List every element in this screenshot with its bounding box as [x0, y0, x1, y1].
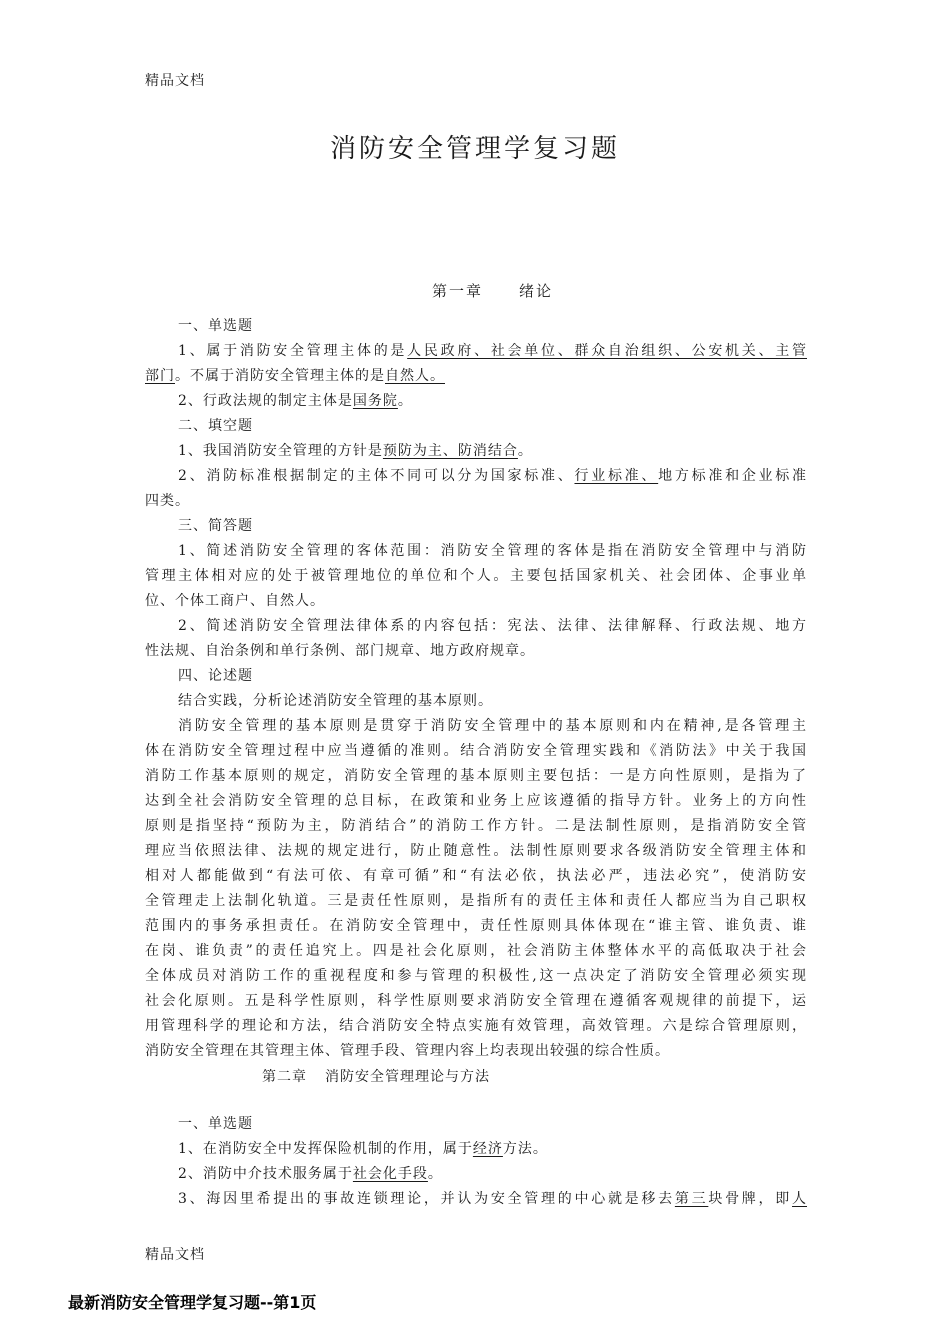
chapter-2-body — [145, 1112, 807, 1212]
chapter-2-number: 第二章 — [262, 1069, 307, 1085]
question-item-cont: 四类。 — [145, 493, 190, 509]
answer-line: 管理主体相对应的处于被管理地位的单位和个人。主要包括国家机关、社会团体、企事业单 — [145, 568, 807, 584]
section-heading: 一、单选题 — [178, 318, 253, 334]
answer-text: 自然人。 — [385, 368, 445, 384]
essay-line: 用管理科学的理论和方法，结合消防安全特点实施有效管理，高效管理。六是综合管理原则， — [145, 1018, 807, 1034]
section-heading: 三、简答题 — [178, 518, 253, 534]
essay-line: 全管理走上法制化轨道。三是责任性原则，是指所有的责任主体和责任人都应当为自己职权 — [145, 893, 807, 909]
document-title: 消防安全管理学复习题 — [329, 134, 620, 164]
essay-line: 体在消防安全管理过程中应当遵循的准则。结合消防安全管理实践和《消防法》中关于我国 — [145, 743, 807, 759]
answer-text: 经济 — [472, 1141, 503, 1157]
essay-line: 达到全社会消防安全管理的总目标，在政策和业务上应该遵循的指导方针。业务上的方向性 — [145, 793, 807, 809]
chapter-1-heading — [432, 280, 553, 301]
section-heading: 二、填空题 — [178, 418, 253, 434]
question-item: 1、我国消防安全管理的方针是预防为主、防消结合。 — [178, 443, 533, 459]
essay-line: 消防安全管理的基本原则是贯穿于消防安全管理中的基本原则和内在精神,是各管理主 — [178, 718, 807, 734]
essay-line: 范围内的事务承担责任。在消防安全管理中，责任性原则具体体现在“谁主管、谁负责、谁 — [145, 918, 807, 934]
answer-line: 1、简述消防安全管理的客体范围：消防安全管理的客体是指在消防安全管理中与消防 — [178, 543, 807, 559]
answer-text: 部门 — [145, 368, 175, 384]
chapter-1-name: 绪论 — [519, 282, 554, 300]
essay-question: 结合实践，分析论述消防安全管理的基本原则。 — [178, 693, 493, 709]
chapter-2-name: 消防安全管理理论与方法 — [325, 1069, 490, 1085]
chapter-2-heading — [262, 1066, 490, 1086]
question-item-cont: 部门。不属于消防安全管理主体的是自然人。 — [145, 368, 445, 384]
question-item: 3、海因里希提出的事故连锁理论，并认为安全管理的中心就是移去第三块骨牌，即人 — [178, 1191, 808, 1207]
essay-line: 在岗、谁负责”的责任追究上。四是社会化原则，社会消防主体整体水平的高低取决于社会 — [145, 943, 807, 959]
footer-label: 精品文档 — [145, 1247, 205, 1263]
essay-line: 相对人都能做到“有法可依、有章可循”和“有法必依，执法必严，违法必究”，使消防安 — [145, 868, 807, 884]
answer-text: 行业标准、 — [574, 468, 659, 484]
essay-line: 消防安全管理在其管理主体、管理手段、管理内容上均表现出较强的综合性质。 — [145, 1043, 670, 1059]
chapter-1-number: 第一章 — [432, 282, 484, 300]
chapter-1-body — [145, 314, 807, 1064]
answer-line: 性法规、自治条例和单行条例、部门规章、地方政府规章。 — [145, 643, 535, 659]
answer-text: 预防为主、防消结合 — [382, 443, 518, 459]
essay-line: 消防工作基本原则的规定，消防安全管理的基本原则主要包括：一是方向性原则，是指为了 — [145, 768, 807, 784]
answer-line: 2、简述消防安全管理法律体系的内容包括：宪法、法律、法律解释、行政法规、地方 — [178, 618, 807, 634]
essay-line: 社会化原则。五是科学性原则，科学性原则要求消防安全管理在遵循客观规律的前提下，运 — [145, 993, 807, 1009]
question-item: 2、消防中介技术服务属于社会化手段。 — [178, 1166, 443, 1182]
header-label: 精品文档 — [145, 73, 205, 89]
answer-line: 位、个体工商户、自然人。 — [145, 593, 325, 609]
question-item: 2、行政法规的制定主体是国务院。 — [178, 393, 413, 409]
answer-text: 社会化手段 — [352, 1166, 428, 1182]
answer-text: 第三 — [674, 1191, 709, 1207]
answer-text: 人 — [792, 1191, 808, 1207]
essay-line: 理应当依照法律、法规的规定进行，防止随意性。法制性原则要求各级消防安全管理主体和 — [145, 843, 807, 859]
page-footer: 最新消防安全管理学复习题--第1页 — [68, 1293, 317, 1312]
question-item: 1、在消防安全中发挥保险机制的作用，属于经济方法。 — [178, 1141, 548, 1157]
question-item: 1、属于消防安全管理主体的是人民政府、社会单位、群众自治组织、公安机关、主管 — [178, 343, 807, 359]
answer-text: 人民政府、社会单位、群众自治组织、公安机关、主管 — [407, 343, 807, 359]
section-heading: 一、单选题 — [178, 1116, 253, 1132]
answer-text: 国务院 — [352, 393, 398, 409]
question-item: 2、消防标准根据制定的主体不同可以分为国家标准、行业标准、地方标准和企业标准 — [178, 468, 808, 484]
essay-line: 全体成员对消防工作的重视程度和参与管理的积极性,这一点决定了消防安全管理必须实现 — [145, 968, 807, 984]
essay-line: 原则是指坚持“预防为主，防消结合”的消防工作方针。二是法制性原则，是指消防安全管 — [145, 818, 807, 834]
section-heading: 四、论述题 — [178, 668, 253, 684]
